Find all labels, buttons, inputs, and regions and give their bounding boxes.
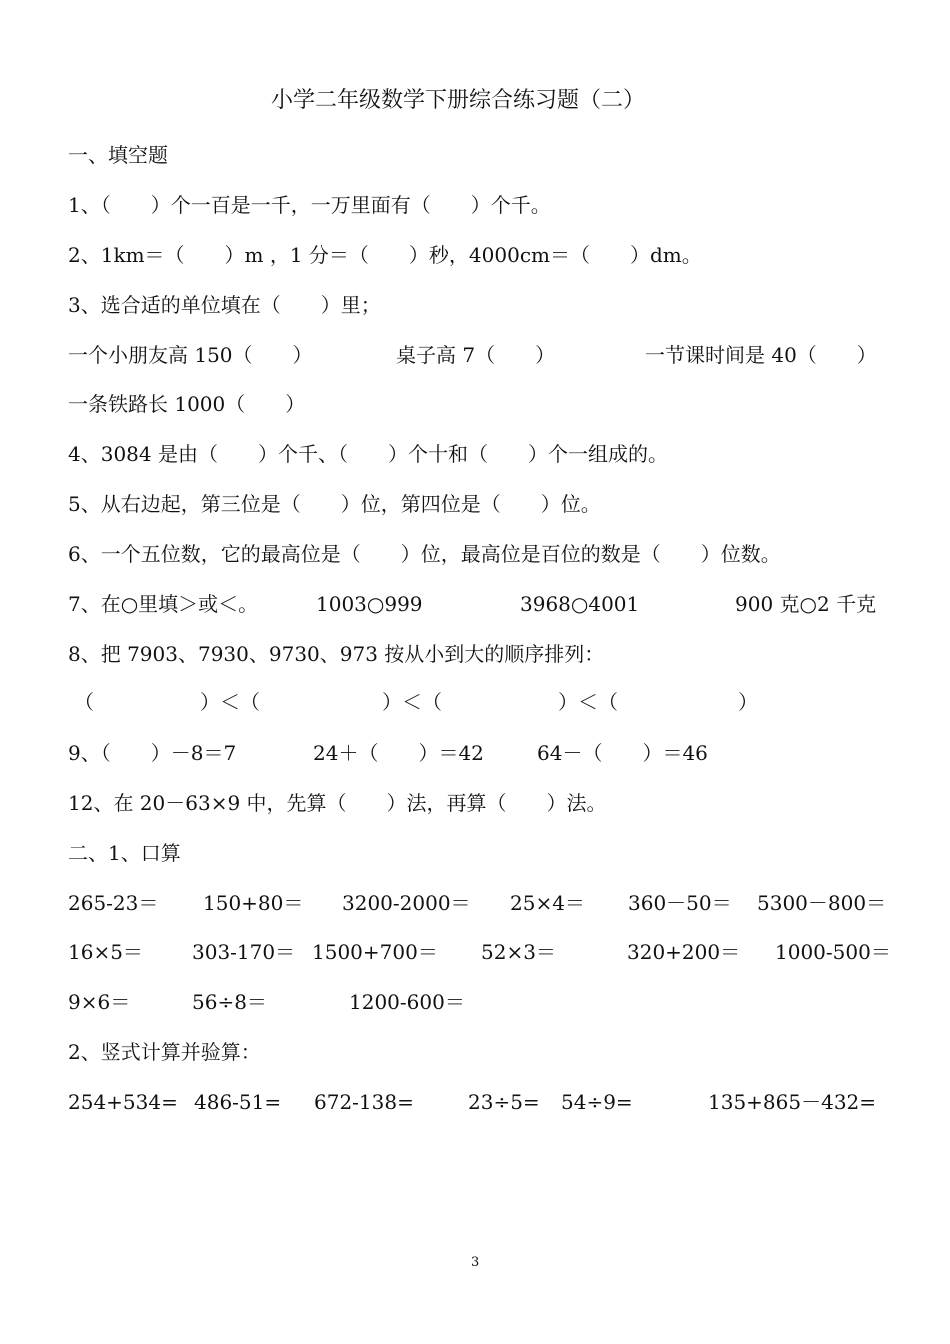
question-8-blank: ） (738, 690, 758, 714)
question-3-item: 一节课时间是 40（ ） (645, 343, 877, 367)
mental-math-item: 320+200＝ (627, 940, 741, 964)
mental-math-item: 1200-600＝ (349, 990, 465, 1014)
mental-math-item: 52×3＝ (481, 940, 556, 964)
mental-math-item: 1000-500＝ (775, 940, 891, 964)
question-7-item: 3968○4001 (520, 592, 640, 616)
vertical-calc-item: 135+865－432= (708, 1090, 877, 1114)
section-heading-mental-math: 二、1、口算 (68, 841, 181, 865)
question-3-item: 一条铁路长 1000（ ） (68, 392, 306, 416)
question-8-blank: ）＜（ (200, 690, 260, 714)
question-1: 1、（ ）个一百是一千，一万里面有（ ）个千。 (68, 193, 551, 217)
question-9-item: 24＋（ ）＝42 (313, 741, 484, 765)
page-title: 小学二年级数学下册综合练习题（二） (271, 88, 646, 113)
subsection-heading-vertical-calc: 2、竖式计算并验算： (68, 1040, 261, 1064)
vertical-calc-item: 54÷9= (561, 1090, 633, 1114)
question-4: 4、3084 是由（ ）个千、（ ）个十和（ ）个一组成的。 (68, 442, 668, 466)
mental-math-item: 150+80＝ (203, 891, 304, 915)
vertical-calc-item: 23÷5= (468, 1090, 540, 1114)
question-8-blank: （ (74, 690, 94, 714)
question-8-blank: ）＜（ (382, 690, 442, 714)
question-7-label: 7、在○里填＞或＜。 (68, 592, 259, 616)
mental-math-item: 9×6＝ (68, 990, 131, 1014)
vertical-calc-item: 672-138= (314, 1090, 414, 1114)
mental-math-item: 16×5＝ (68, 940, 143, 964)
question-8: 8、把 7903、7930、9730、973 按从小到大的顺序排列： (68, 642, 605, 666)
mental-math-item: 3200-2000＝ (342, 891, 471, 915)
question-12: 12、在 20－63×9 中，先算（ ）法，再算（ ）法。 (68, 791, 607, 815)
vertical-calc-item: 486-51= (194, 1090, 282, 1114)
page-number: 3 (471, 1255, 480, 1270)
question-3-item: 桌子高 7（ ） (396, 343, 556, 367)
mental-math-item: 5300－800＝ (757, 891, 887, 915)
question-2: 2、1km＝（ ）m ，1 分＝（ ）秒，4000cm＝（ ）dm。 (68, 243, 702, 267)
question-3: 3、选合适的单位填在（ ）里； (68, 293, 381, 317)
question-7-item: 1003○999 (316, 592, 423, 616)
question-3-item: 一个小朋友高 150（ ） (68, 343, 313, 367)
question-9-item: 9、（ ）－8＝7 (68, 741, 237, 765)
mental-math-item: 25×4＝ (510, 891, 585, 915)
section-heading-fill-blank: 一、填空题 (68, 143, 168, 167)
mental-math-item: 1500+700＝ (312, 940, 438, 964)
mental-math-item: 360－50＝ (628, 891, 732, 915)
vertical-calc-item: 254+534= (68, 1090, 178, 1114)
mental-math-item: 265-23＝ (68, 891, 159, 915)
question-5: 5、从右边起，第三位是（ ）位，第四位是（ ）位。 (68, 492, 601, 516)
question-9-item: 64－（ ）＝46 (537, 741, 708, 765)
question-7-item: 900 克○2 千克 (735, 592, 877, 616)
mental-math-item: 303-170＝ (192, 940, 296, 964)
mental-math-item: 56÷8＝ (192, 990, 267, 1014)
question-6: 6、一个五位数，它的最高位是（ ）位，最高位是百位的数是（ ）位数。 (68, 542, 781, 566)
question-8-blank: ）＜（ (558, 690, 618, 714)
